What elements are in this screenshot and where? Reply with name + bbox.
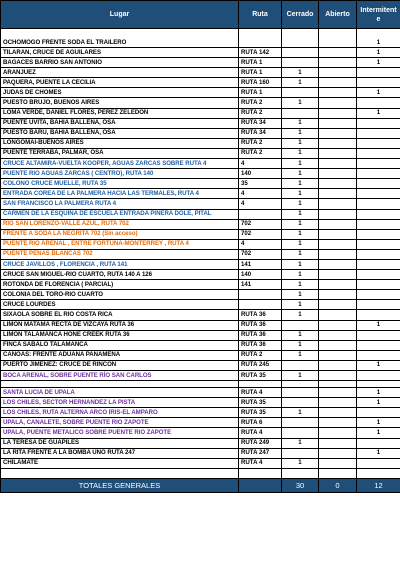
header-cerrado: Cerrado [282, 1, 319, 29]
cell-lugar: LOS CHILES, SECTOR HERNANDEZ LA PISTA [1, 398, 239, 408]
cell-intermitente [357, 98, 400, 108]
cell-abierto [319, 78, 357, 88]
cell-abierto [319, 98, 357, 108]
cell-abierto [319, 310, 357, 320]
cell-intermitente [357, 128, 400, 138]
table-row [1, 408, 400, 418]
cell-abierto [319, 418, 357, 428]
cell-abierto [319, 118, 357, 128]
table-row [1, 371, 400, 381]
table-row [1, 428, 400, 438]
totals-abierto: 0 [319, 478, 357, 492]
cell-intermitente: 1 [357, 88, 400, 98]
totals-label: TOTALES GENERALES [1, 478, 239, 492]
cell-cerrado [282, 448, 319, 458]
cell-intermitente [357, 310, 400, 320]
cell-cerrado [282, 29, 319, 48]
cell-abierto [319, 448, 357, 458]
cell-ruta: RUTA 4 [239, 428, 282, 438]
cell-ruta: 702 [239, 249, 282, 259]
cell-cerrado [282, 418, 319, 428]
cell-ruta [239, 209, 282, 219]
cell-cerrado: 1 [282, 148, 319, 158]
cell-ruta: RUTA 160 [239, 78, 282, 88]
cell-abierto [319, 48, 357, 58]
table-row [1, 360, 400, 370]
cell-intermitente [357, 219, 400, 229]
cell-lugar: CANOAS: FRENTE ADUANA PANAMEÑA [1, 350, 239, 360]
header-abierto: Abierto [319, 1, 357, 29]
cell-abierto [319, 320, 357, 330]
cell-lugar: FRENTE A SODA LA NEGRITA 702 (Sin acceso) [1, 229, 239, 239]
cell-abierto [319, 428, 357, 438]
cell-ruta [239, 29, 282, 48]
cell-ruta: RUTA 2 [239, 350, 282, 360]
cell-abierto [319, 360, 357, 370]
cell-abierto [319, 199, 357, 209]
cell-ruta: 140 [239, 270, 282, 280]
cell-abierto [319, 108, 357, 118]
cell-intermitente [357, 350, 400, 360]
cell-lugar: LA TERESA DE GUAPILES [1, 438, 239, 448]
table-row [1, 78, 400, 88]
cell-lugar: OCHOMOGO FRENTE SODA EL TRAILERO [1, 29, 239, 48]
cell-ruta: 35 [239, 179, 282, 189]
cell-lugar: LOS CHILES, RUTA ALTERNA ARCO IRIS-EL AMPARO [1, 408, 239, 418]
cell-ruta: RUTA 2 [239, 148, 282, 158]
cell-intermitente [357, 209, 400, 219]
cell-ruta: RUTA 249 [239, 438, 282, 448]
cell-ruta: 4 [239, 189, 282, 199]
cell-lugar: ENTRADA COREA DE LA PALMERA HACIA LAS TERMALES, RUTA 4 [1, 189, 239, 199]
cell-intermitente [357, 148, 400, 158]
cell-abierto [319, 179, 357, 189]
totals-ruta [239, 478, 282, 492]
cell-lugar: CRUCE ALTAMIRA-VUELTA KOOPER, AGUAS ZARCAS SOBRE RUTA 4 [1, 159, 239, 169]
cell-cerrado: 1 [282, 408, 319, 418]
cell-lugar: JUDAS DE CHOMES [1, 88, 239, 98]
cell-intermitente [357, 381, 400, 388]
cell-lugar: PUENTE PEÑAS BLANCAS 702 [1, 249, 239, 259]
cell-lugar: LIMON TALAMANCA HONE CREEK RUTA 36 [1, 330, 239, 340]
cell-lugar: CHILAMATE [1, 458, 239, 468]
cell-ruta: RUTA 1 [239, 58, 282, 68]
table-row [1, 229, 400, 239]
table-row [1, 259, 400, 269]
cell-cerrado [282, 468, 319, 478]
cell-abierto [319, 398, 357, 408]
cell-cerrado: 1 [282, 280, 319, 290]
cell-ruta: RUTA 142 [239, 48, 282, 58]
cell-lugar: CRUCE LOURDES [1, 300, 239, 310]
cell-intermitente: 1 [357, 48, 400, 58]
cell-cerrado [282, 320, 319, 330]
cell-ruta: 4 [239, 239, 282, 249]
cell-intermitente [357, 159, 400, 169]
cell-lugar: LOMA VERDE, DANIEL FLORES, PEREZ ZELEDON [1, 108, 239, 118]
cell-ruta: 141 [239, 259, 282, 269]
cell-intermitente [357, 179, 400, 189]
cell-lugar: SIXAOLA SOBRE EL RIO COSTA RICA [1, 310, 239, 320]
cell-cerrado: 1 [282, 189, 319, 199]
cell-abierto [319, 239, 357, 249]
table-row [1, 98, 400, 108]
cell-cerrado: 1 [282, 78, 319, 88]
table-row [1, 448, 400, 458]
cell-intermitente [357, 138, 400, 148]
cell-cerrado: 1 [282, 330, 319, 340]
cell-ruta: 702 [239, 219, 282, 229]
cell-intermitente: 1 [357, 398, 400, 408]
table-row [1, 468, 400, 478]
cell-abierto [319, 209, 357, 219]
cell-ruta: RUTA 1 [239, 68, 282, 78]
cell-cerrado: 1 [282, 169, 319, 179]
cell-cerrado: 1 [282, 138, 319, 148]
cell-abierto [319, 29, 357, 48]
cell-intermitente [357, 68, 400, 78]
cell-abierto [319, 280, 357, 290]
cell-cerrado: 1 [282, 270, 319, 280]
cell-cerrado: 1 [282, 340, 319, 350]
table-row [1, 199, 400, 209]
cell-lugar: ARANJUEZ [1, 68, 239, 78]
table-row [1, 280, 400, 290]
cell-intermitente [357, 259, 400, 269]
cell-intermitente: 1 [357, 428, 400, 438]
cell-ruta: 702 [239, 229, 282, 239]
cell-abierto [319, 388, 357, 398]
cell-ruta: RUTA 35 [239, 398, 282, 408]
cell-ruta: RUTA 1 [239, 88, 282, 98]
cell-ruta: 141 [239, 280, 282, 290]
cell-cerrado [282, 428, 319, 438]
cell-abierto [319, 128, 357, 138]
cell-cerrado: 1 [282, 159, 319, 169]
cell-intermitente [357, 290, 400, 300]
cell-ruta: RUTA 36 [239, 340, 282, 350]
cell-cerrado: 1 [282, 229, 319, 239]
table-row [1, 320, 400, 330]
cell-lugar: FINCA SABALO TALAMANCA [1, 340, 239, 350]
cell-lugar: PUENTE TERRABA, PALMAR, OSA [1, 148, 239, 158]
cell-cerrado [282, 381, 319, 388]
cell-lugar: LA RITA FRENTE A LA BOMBA UNO RUTA 247 [1, 448, 239, 458]
table-row [1, 310, 400, 320]
cell-cerrado: 1 [282, 199, 319, 209]
table-row [1, 58, 400, 68]
table-row [1, 128, 400, 138]
cell-lugar: SANTA LUCIA DE UPALA [1, 388, 239, 398]
cell-intermitente [357, 280, 400, 290]
cell-ruta: 4 [239, 159, 282, 169]
cell-intermitente [357, 300, 400, 310]
cell-ruta [239, 300, 282, 310]
cell-cerrado: 1 [282, 290, 319, 300]
cell-cerrado: 1 [282, 239, 319, 249]
cell-cerrado: 1 [282, 458, 319, 468]
cell-lugar: RIO SAN LORENZO-VALLE AZUL, RUTA 702 [1, 219, 239, 229]
cell-abierto [319, 350, 357, 360]
cell-ruta: RUTA 35 [239, 408, 282, 418]
cell-abierto [319, 300, 357, 310]
cell-abierto [319, 408, 357, 418]
table-row [1, 159, 400, 169]
table-row [1, 108, 400, 118]
cell-intermitente [357, 189, 400, 199]
cell-abierto [319, 259, 357, 269]
table-row [1, 290, 400, 300]
cell-lugar: UPALA, PUENTE METALICO SOBRE PUENTE RIO ZAPOTE [1, 428, 239, 438]
cell-abierto [319, 468, 357, 478]
cell-intermitente: 1 [357, 360, 400, 370]
cell-cerrado: 1 [282, 98, 319, 108]
cell-cerrado: 1 [282, 209, 319, 219]
cell-cerrado [282, 398, 319, 408]
cell-cerrado [282, 58, 319, 68]
cell-intermitente [357, 249, 400, 259]
cell-lugar: PUENTE RIO ARENAL , ENTRE FORTUNA-MONTERREY , RUTA 4 [1, 239, 239, 249]
cell-abierto [319, 148, 357, 158]
table-row [1, 438, 400, 448]
cell-abierto [319, 270, 357, 280]
cell-ruta: RUTA 4 [239, 458, 282, 468]
cell-intermitente [357, 239, 400, 249]
cell-lugar: CRUCE SAN MIGUEL-RIO CUARTO, RUTA 140 A 126 [1, 270, 239, 280]
cell-lugar: PUERTO JIMENEZ: CRUCE DE RINCON [1, 360, 239, 370]
cell-intermitente [357, 118, 400, 128]
cell-intermitente [357, 468, 400, 478]
table-row [1, 138, 400, 148]
cell-ruta: RUTA 35 [239, 371, 282, 381]
cell-intermitente: 1 [357, 58, 400, 68]
cell-cerrado: 1 [282, 118, 319, 128]
table-row [1, 118, 400, 128]
cell-abierto [319, 381, 357, 388]
cell-cerrado: 1 [282, 219, 319, 229]
table-row [1, 239, 400, 249]
table-row [1, 398, 400, 408]
cell-intermitente: 1 [357, 29, 400, 48]
cell-intermitente: 1 [357, 448, 400, 458]
cell-lugar: COLONO CRUCE MUELLE, RUTA 35 [1, 179, 239, 189]
table-row [1, 270, 400, 280]
cell-ruta [239, 290, 282, 300]
table-row [1, 48, 400, 58]
table-row [1, 29, 400, 48]
cell-ruta: RUTA 245 [239, 360, 282, 370]
cell-cerrado [282, 108, 319, 118]
cell-abierto [319, 68, 357, 78]
cell-lugar: CRUCE JAVILLOS , FLORENCIA , RUTA 141 [1, 259, 239, 269]
cell-intermitente [357, 438, 400, 448]
table-row [1, 189, 400, 199]
header-ruta: Ruta [239, 1, 282, 29]
totals-row [1, 478, 400, 492]
cell-intermitente [357, 340, 400, 350]
cell-intermitente: 1 [357, 418, 400, 428]
table-row [1, 388, 400, 398]
cell-lugar: COLONIA DEL TORO-RIO CUARTO [1, 290, 239, 300]
cell-lugar: UPALA, CANALETE, SOBRE PUENTE RIO ZAPOTE [1, 418, 239, 428]
cell-abierto [319, 340, 357, 350]
cell-cerrado: 1 [282, 438, 319, 448]
cell-cerrado: 1 [282, 300, 319, 310]
cell-abierto [319, 159, 357, 169]
table-row [1, 88, 400, 98]
cell-lugar: TILARAN, CRUCE DE AGUILARES [1, 48, 239, 58]
table-row [1, 350, 400, 360]
cell-intermitente [357, 371, 400, 381]
cell-lugar: PUENTE RIO AGUAS ZARCAS ( CENTRO), RUTA 140 [1, 169, 239, 179]
cell-intermitente [357, 78, 400, 88]
table-row [1, 68, 400, 78]
table-row [1, 458, 400, 468]
cell-ruta: RUTA 2 [239, 108, 282, 118]
cell-cerrado: 1 [282, 128, 319, 138]
cell-intermitente: 1 [357, 108, 400, 118]
cell-intermitente [357, 458, 400, 468]
totals-cerrado: 30 [282, 478, 319, 492]
cell-ruta: RUTA 2 [239, 98, 282, 108]
cell-ruta: RUTA 6 [239, 418, 282, 428]
table-row [1, 381, 400, 388]
table-row [1, 148, 400, 158]
cell-lugar [1, 468, 239, 478]
cell-abierto [319, 330, 357, 340]
cell-lugar: BOCA ARENAL, SOBRE PUENTE RÍO SAN CARLOS [1, 371, 239, 381]
table-row [1, 340, 400, 350]
cell-abierto [319, 438, 357, 448]
table-row [1, 169, 400, 179]
cell-abierto [319, 219, 357, 229]
cell-lugar: CARMEN DE LA ESQUINA DE ESCUELA ENTRADA PIÑERA DOLE, PITAL [1, 209, 239, 219]
cell-cerrado [282, 88, 319, 98]
cell-cerrado [282, 48, 319, 58]
table-row [1, 330, 400, 340]
cell-ruta: 140 [239, 169, 282, 179]
cell-cerrado: 1 [282, 371, 319, 381]
cell-ruta: RUTA 36 [239, 310, 282, 320]
table-row [1, 179, 400, 189]
cell-cerrado [282, 360, 319, 370]
cell-abierto [319, 229, 357, 239]
cell-lugar: PAQUERA, PUENTE LA CECILIA [1, 78, 239, 88]
cell-lugar: LONGOMAI-BUENOS AIRES [1, 138, 239, 148]
cell-intermitente [357, 169, 400, 179]
cell-abierto [319, 189, 357, 199]
cell-abierto [319, 58, 357, 68]
cell-intermitente: 1 [357, 388, 400, 398]
totals-intermitente: 12 [357, 478, 400, 492]
table-row [1, 249, 400, 259]
cell-ruta: RUTA 36 [239, 320, 282, 330]
table-row [1, 209, 400, 219]
cell-cerrado: 1 [282, 68, 319, 78]
cell-intermitente [357, 408, 400, 418]
cell-lugar: LIMON MATAMA RECTA DE VIZCAYA RUTA 36 [1, 320, 239, 330]
cell-ruta: RUTA 247 [239, 448, 282, 458]
cell-cerrado [282, 388, 319, 398]
cell-ruta: RUTA 34 [239, 128, 282, 138]
cell-abierto [319, 169, 357, 179]
cell-lugar: BAGACES BARRIO SAN ANTONIO [1, 58, 239, 68]
cell-lugar: PUESTO BARU, BAHIA BALLENA, OSA [1, 128, 239, 138]
cell-abierto [319, 458, 357, 468]
cell-intermitente [357, 199, 400, 209]
header-intermitente: Intermitente [357, 1, 400, 29]
cell-intermitente [357, 270, 400, 280]
cell-cerrado: 1 [282, 179, 319, 189]
header-row [1, 1, 400, 29]
cell-abierto [319, 249, 357, 259]
cell-ruta [239, 468, 282, 478]
cell-abierto [319, 88, 357, 98]
cell-intermitente [357, 229, 400, 239]
cell-intermitente [357, 330, 400, 340]
cell-lugar: SAN FRANCISCO LA PALMERA RUTA 4 [1, 199, 239, 209]
table-row [1, 219, 400, 229]
cell-cerrado: 1 [282, 350, 319, 360]
cell-ruta: RUTA 36 [239, 330, 282, 340]
table-body [1, 29, 400, 479]
cell-abierto [319, 138, 357, 148]
cell-ruta: RUTA 4 [239, 388, 282, 398]
cell-cerrado: 1 [282, 259, 319, 269]
header-lugar: Lugar [1, 1, 239, 29]
cell-intermitente: 1 [357, 320, 400, 330]
table-row [1, 300, 400, 310]
cell-ruta: 4 [239, 199, 282, 209]
cell-lugar [1, 381, 239, 388]
cell-abierto [319, 371, 357, 381]
cell-cerrado: 1 [282, 249, 319, 259]
cell-abierto [319, 290, 357, 300]
table-row [1, 418, 400, 428]
cell-ruta: RUTA 2 [239, 138, 282, 148]
cell-cerrado: 1 [282, 310, 319, 320]
cell-lugar: ROTONDA DE FLORENCIA ( PARCIAL) [1, 280, 239, 290]
cell-ruta: RUTA 34 [239, 118, 282, 128]
cell-lugar: PUENTE UVITA, BAHIA BALLENA, OSA [1, 118, 239, 128]
cell-ruta [239, 381, 282, 388]
cell-lugar: PUESTO BRUJO, BUENOS AIRES [1, 98, 239, 108]
